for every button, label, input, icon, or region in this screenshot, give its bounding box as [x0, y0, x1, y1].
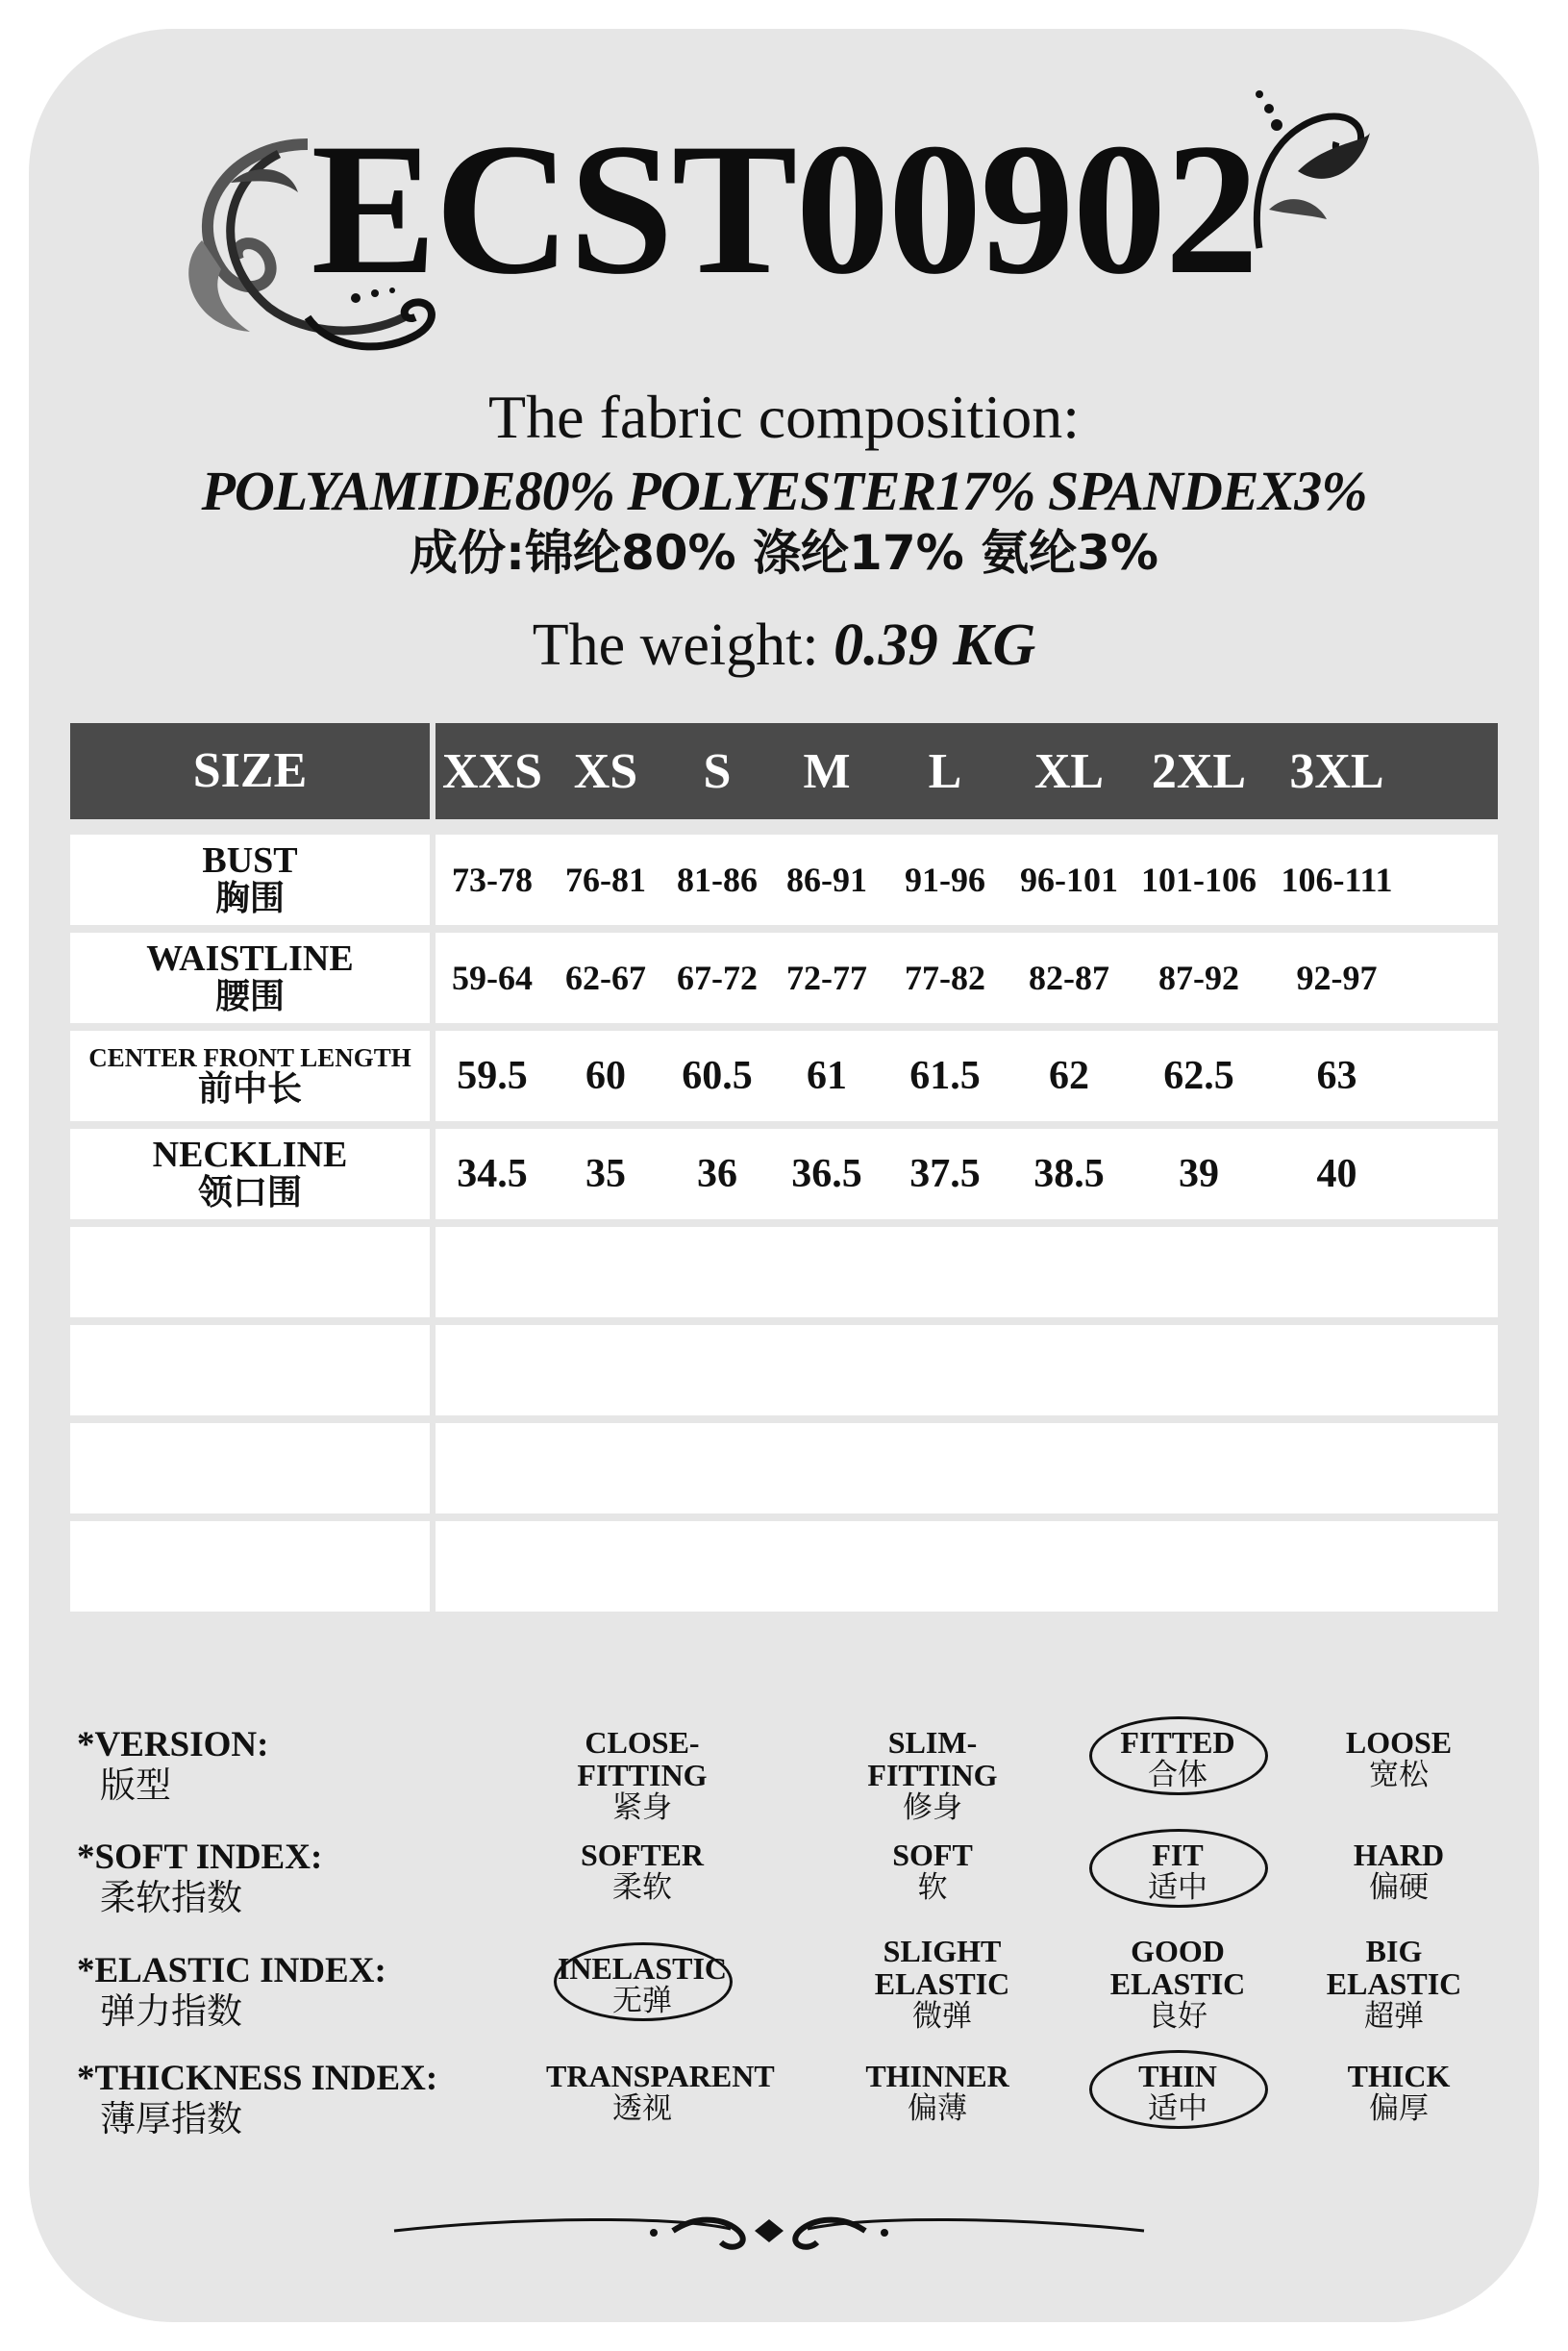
bust-label	[70, 835, 430, 925]
waistline-values	[436, 933, 1498, 1023]
table-cell: 36.5	[791, 1152, 862, 1196]
opt-cn: 修身	[903, 1790, 962, 1825]
table-cell: 34.5	[457, 1152, 528, 1196]
elastic-index-row	[0, 1934, 1568, 2038]
opt-en: FITTED	[1120, 1725, 1235, 1760]
selection-ring	[554, 1942, 733, 2021]
attr-label-en: *VERSION:	[77, 1725, 269, 1764]
size-header: XS	[573, 743, 638, 799]
opt-cn: 偏硬	[1369, 1870, 1429, 1905]
size-header: XXS	[441, 743, 543, 799]
table-cell: 91-96	[905, 861, 985, 899]
fabric-composition-label: The fabric composition:	[488, 383, 1080, 451]
opt-cn: 良好	[1148, 1999, 1207, 2034]
attr-option-selected	[1082, 1838, 1274, 1904]
attr-label	[77, 1726, 268, 1805]
table-cell: 86-91	[786, 861, 867, 899]
empty-row	[70, 1227, 1498, 1317]
empty-row	[70, 1521, 1498, 1612]
attr-label-cn: 版型	[100, 1764, 171, 1806]
selection-ring	[1089, 1716, 1268, 1795]
table-cell: 61.5	[909, 1054, 981, 1098]
opt-en: SOFTER	[580, 1838, 705, 1872]
attr-label-cn: 薄厚指数	[100, 2098, 242, 2139]
opt-en: INELASTIC	[557, 1951, 728, 1986]
size-header-values	[436, 723, 1498, 819]
opt-en: BIG ELASTIC	[1326, 1934, 1462, 2001]
empty-row	[70, 1325, 1498, 1415]
table-cell: 35	[585, 1152, 626, 1196]
thickness-index-row	[0, 2060, 1568, 2146]
table-cell: 72-77	[786, 959, 867, 997]
attr-option	[836, 1726, 1029, 1824]
opt-en: THIN	[1138, 2059, 1217, 2093]
attr-option-selected	[546, 1952, 738, 2017]
attr-option	[1082, 1935, 1274, 2033]
neckline-row	[70, 1129, 1498, 1219]
row-label-en: WAISTLINE	[146, 938, 354, 980]
selection-ring	[1089, 1829, 1268, 1908]
opt-en: THINNER	[865, 2059, 1009, 2093]
table-cell: 60	[585, 1054, 626, 1098]
table-cell: 36	[697, 1152, 737, 1196]
product-code-title: ECST00902	[311, 105, 1257, 313]
table-cell: 40	[1316, 1152, 1357, 1196]
opt-en: SOFT	[892, 1838, 973, 1872]
center-front-length-label	[70, 1031, 430, 1121]
fabric-composition-cn: 成份:锦纶80% 涤纶17% 氨纶3%	[409, 525, 1159, 581]
waistline-row	[70, 933, 1498, 1023]
attr-option	[1303, 2060, 1495, 2125]
attr-option	[1298, 1935, 1490, 2033]
size-header-label: SIZE	[70, 723, 430, 819]
opt-en: FIT	[1152, 1838, 1204, 1872]
attr-label-cn: 弹力指数	[100, 1990, 242, 2032]
table-cell: 96-101	[1020, 861, 1118, 899]
waistline-label	[70, 933, 430, 1023]
size-header: L	[928, 743, 962, 799]
opt-cn: 偏薄	[908, 2091, 967, 2126]
opt-cn: 超弹	[1364, 1999, 1424, 2034]
opt-en: HARD	[1353, 1838, 1445, 1872]
opt-en: THICK	[1347, 2059, 1451, 2093]
table-cell: 39	[1179, 1152, 1219, 1196]
opt-cn: 紧身	[612, 1790, 672, 1825]
table-cell: 81-86	[677, 861, 758, 899]
table-cell: 62.5	[1163, 1054, 1234, 1098]
table-cell: 101-106	[1141, 861, 1257, 899]
table-cell: 60.5	[682, 1054, 753, 1098]
size-header: M	[803, 743, 851, 799]
attr-label	[77, 2060, 437, 2138]
attr-option	[846, 1935, 1038, 2033]
table-cell: 73-78	[452, 861, 533, 899]
table-cell: 63	[1316, 1054, 1357, 1098]
table-cell: 92-97	[1296, 959, 1378, 997]
opt-en: LOOSE	[1345, 1725, 1453, 1760]
attr-label	[77, 1838, 322, 1917]
attr-label-cn: 柔软指数	[100, 1877, 242, 1918]
size-header: 3XL	[1289, 743, 1384, 799]
opt-cn: 偏厚	[1369, 2091, 1429, 2126]
opt-en: GOOD ELASTIC	[1109, 1934, 1246, 2001]
table-cell: 67-72	[677, 959, 758, 997]
table-cell: 62	[1049, 1054, 1089, 1098]
size-table	[70, 723, 1498, 1619]
opt-cn: 宽松	[1369, 1758, 1429, 1792]
fabric-composition-en: POLYAMIDE80% POLYESTER17% SPANDEX3%	[201, 460, 1367, 522]
opt-en: SLIM-FITTING	[867, 1725, 998, 1792]
attr-option	[1303, 1838, 1495, 1904]
table-cell: 82-87	[1029, 959, 1109, 997]
opt-en: SLIGHT ELASTIC	[874, 1934, 1010, 2001]
neckline-values	[436, 1129, 1498, 1219]
size-header: XL	[1033, 743, 1105, 799]
row-label-cn: 腰围	[214, 977, 285, 1017]
size-header-row	[70, 723, 1498, 819]
center-front-length-values	[436, 1031, 1498, 1121]
bust-row	[70, 835, 1498, 925]
table-cell: 59-64	[452, 959, 533, 997]
row-label-en: CENTER FRONT LENGTH	[88, 1042, 411, 1072]
size-header: 2XL	[1151, 743, 1247, 799]
table-cell: 59.5	[457, 1054, 528, 1098]
attr-option-selected	[1082, 2060, 1274, 2125]
attr-option	[841, 2060, 1033, 2125]
row-label-en: BUST	[202, 840, 298, 882]
weight-value: 0.39 KG	[834, 613, 1036, 678]
table-cell: 77-82	[905, 959, 985, 997]
empty-row	[70, 1423, 1498, 1513]
opt-cn: 无弹	[612, 1984, 672, 2018]
attr-option	[1303, 1726, 1495, 1791]
attr-option	[546, 1838, 738, 1904]
table-cell: 61	[807, 1054, 847, 1098]
selection-ring	[1089, 2050, 1268, 2129]
opt-cn: 软	[917, 1870, 948, 1905]
attr-option	[546, 2059, 775, 2126]
attr-option-selected	[1082, 1726, 1274, 1791]
opt-cn: 柔软	[612, 1870, 672, 1905]
center-front-length-row	[70, 1031, 1498, 1121]
attr-option	[546, 1726, 738, 1824]
attr-label-en: *SOFT INDEX:	[77, 1838, 323, 1877]
attr-label	[77, 1952, 386, 2031]
row-label-cn: 前中长	[197, 1069, 302, 1110]
opt-cn: 透视	[612, 2091, 672, 2126]
opt-cn: 适中	[1148, 2091, 1207, 2126]
weight-line	[0, 612, 1568, 679]
row-label-cn: 领口围	[197, 1173, 302, 1213]
table-cell: 62-67	[565, 959, 646, 997]
opt-cn: 合体	[1148, 1758, 1207, 1792]
row-label-cn: 胸围	[214, 879, 285, 919]
opt-cn: 适中	[1148, 1870, 1207, 1905]
attr-option	[836, 1838, 1029, 1904]
table-cell: 37.5	[909, 1152, 981, 1196]
row-label-en: NECKLINE	[152, 1135, 348, 1176]
table-cell: 106-111	[1281, 861, 1393, 899]
table-cell: 87-92	[1158, 959, 1239, 997]
footer-divider-ornament	[385, 2202, 1154, 2260]
table-cell: 76-81	[565, 861, 646, 899]
weight-label: The weight:	[532, 613, 834, 678]
opt-en: TRANSPARENT	[546, 2059, 775, 2093]
neckline-label	[70, 1129, 430, 1219]
attr-label-en: *ELASTIC INDEX:	[77, 1951, 386, 1990]
opt-cn: 微弹	[912, 1999, 972, 2034]
version-row	[0, 1725, 1568, 1825]
opt-en: CLOSE-FITTING	[577, 1725, 708, 1792]
size-header: S	[703, 743, 732, 799]
table-cell: 38.5	[1033, 1152, 1105, 1196]
bust-values	[436, 835, 1498, 925]
attr-label-en: *THICKNESS INDEX:	[77, 2059, 438, 2098]
soft-index-row	[0, 1838, 1568, 1925]
